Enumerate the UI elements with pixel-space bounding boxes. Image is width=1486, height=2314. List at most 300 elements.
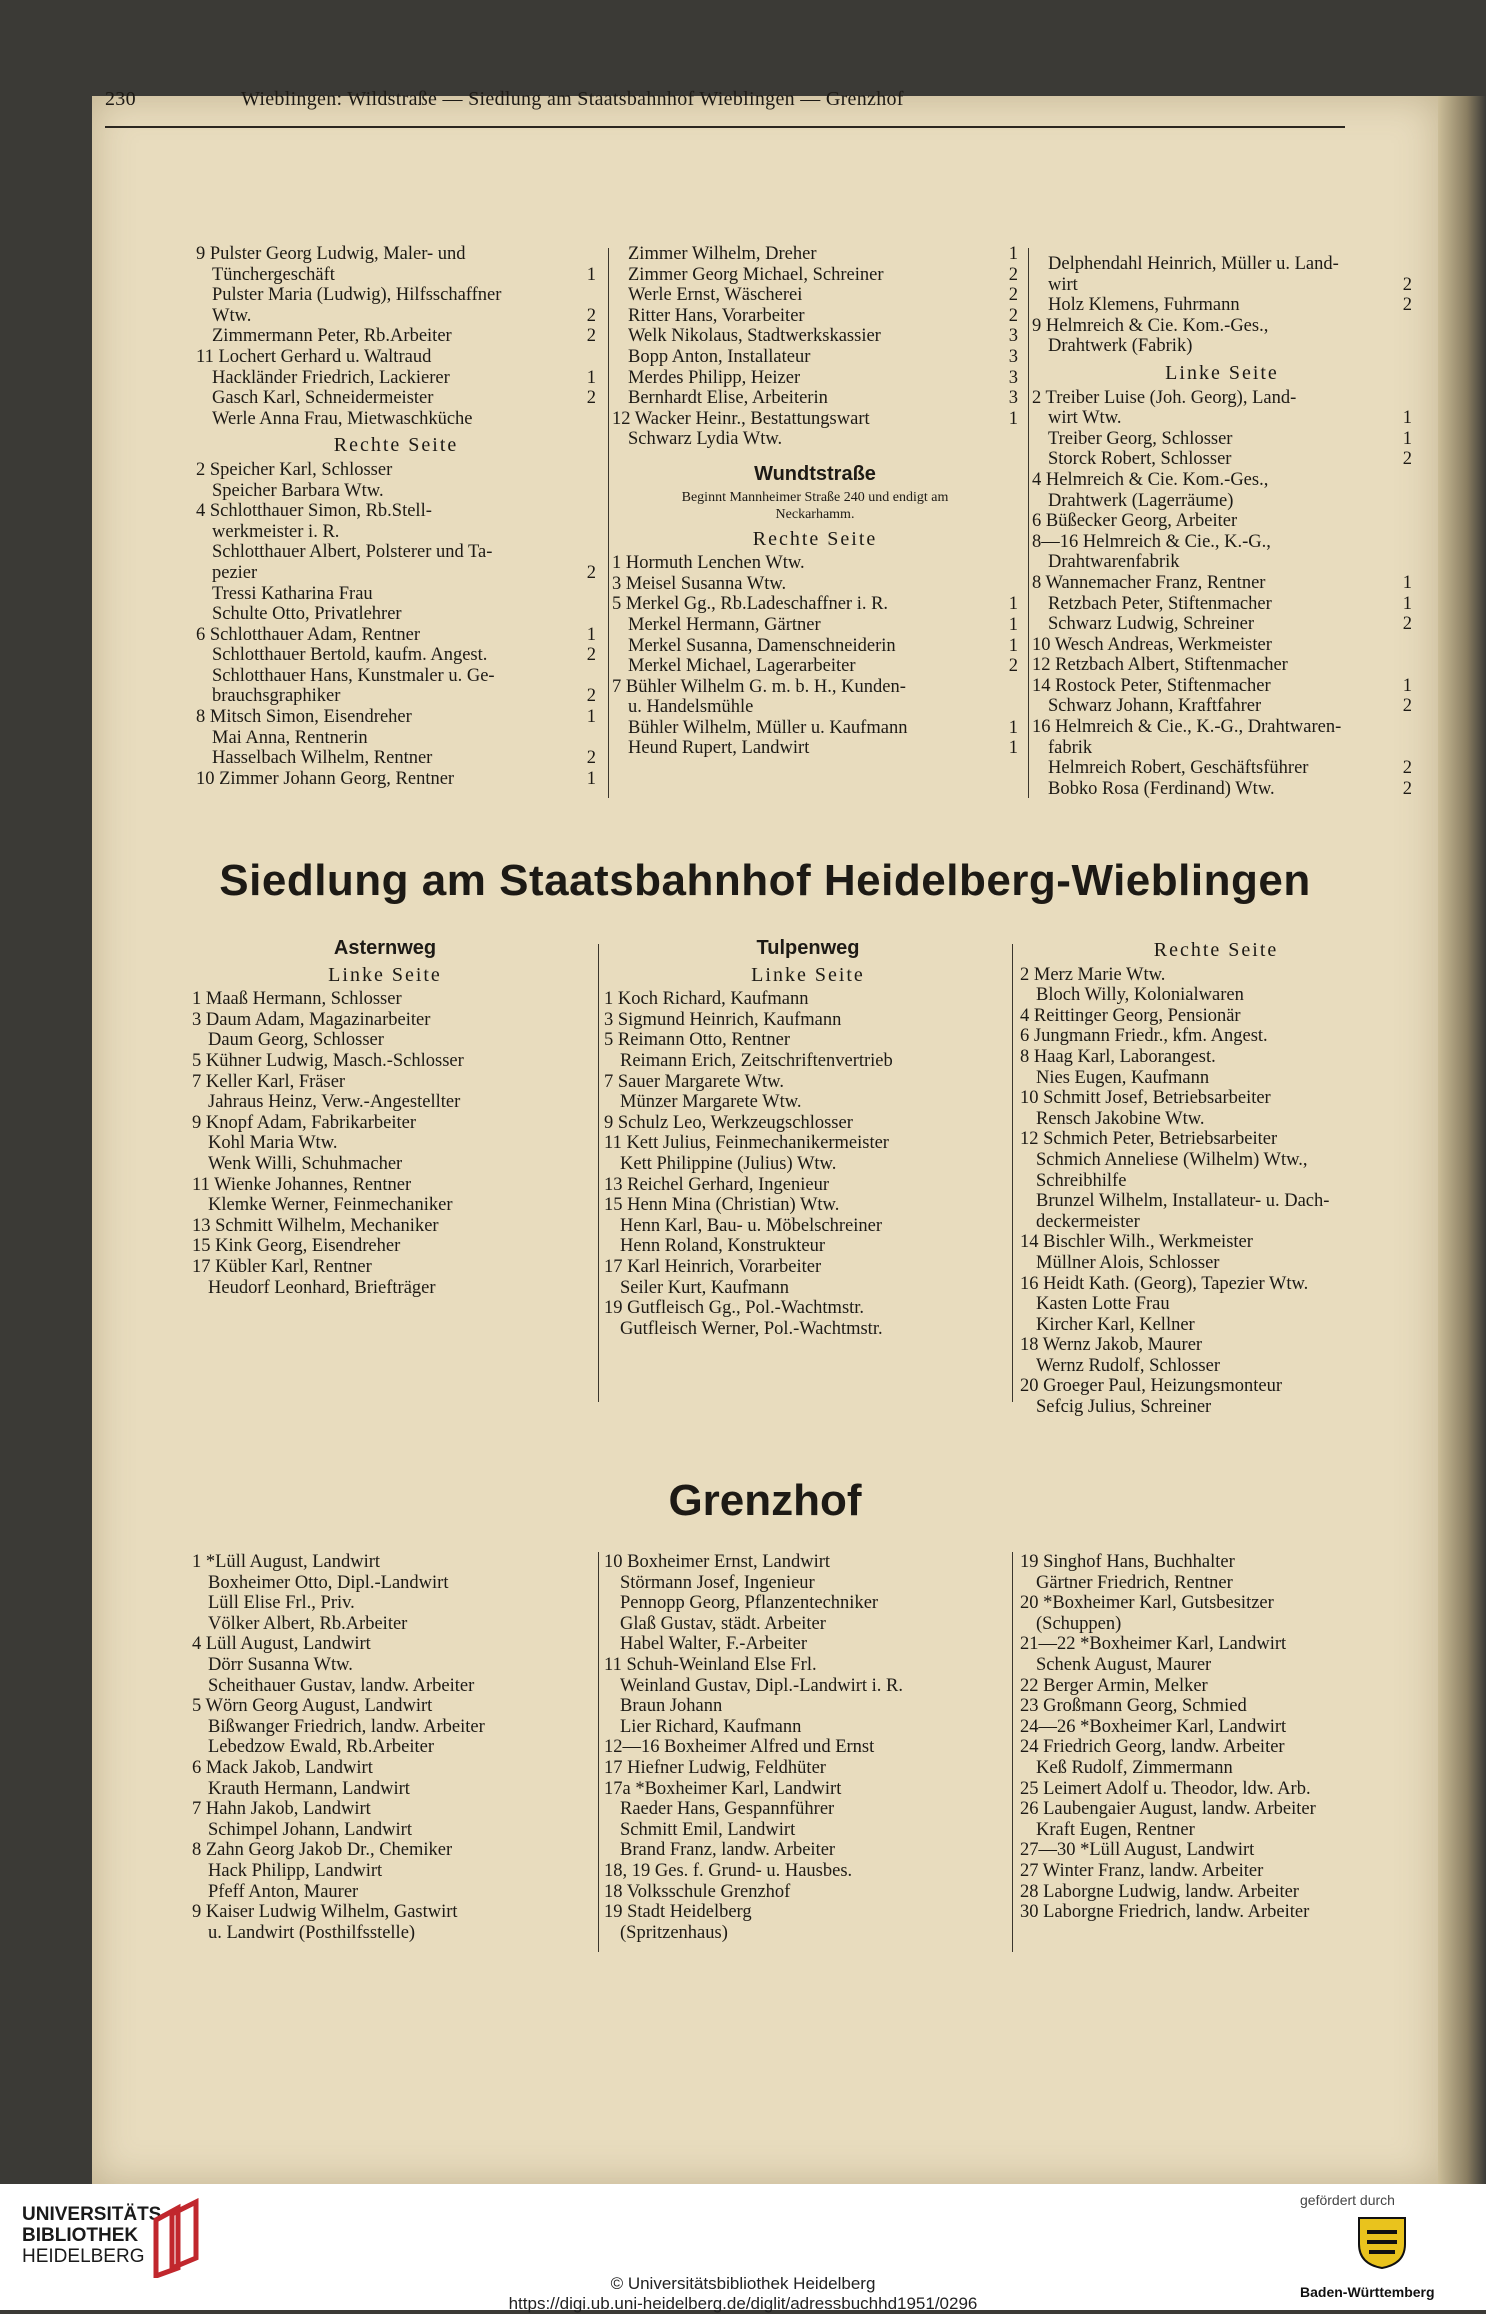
directory-entry	[612, 368, 1018, 389]
entry-text: 5 Kühner Ludwig, Masch.-Schlosser	[192, 1050, 464, 1071]
entry-text: Linke Seite	[1165, 361, 1279, 384]
directory-entry	[1032, 275, 1412, 296]
directory-entry	[604, 1882, 1012, 1903]
directory-entry	[604, 1655, 1012, 1676]
directory-entry	[192, 1634, 592, 1655]
directory-entry	[192, 1676, 592, 1697]
directory-entry	[604, 1717, 1012, 1738]
entry-text: Rensch Jakobine Wtw.	[1036, 1108, 1205, 1129]
entry-text: fabrik	[1048, 737, 1093, 758]
directory-entry	[1020, 965, 1412, 986]
directory-entry	[612, 677, 1018, 698]
household-count: 2	[1008, 264, 1018, 285]
directory-entry	[192, 1779, 592, 1800]
entry-text: Schulte Otto, Privatlehrer	[212, 604, 402, 625]
directory-entry	[612, 285, 1018, 306]
entry-text: 6 Mack Jakob, Landwirt	[192, 1757, 373, 1778]
entry-text: Wundtstraße	[754, 462, 876, 485]
directory-entry	[1032, 573, 1412, 594]
entry-text: Schlotthauer Hans, Kunstmaler u. Ge-	[212, 665, 495, 686]
entry-text: 7 Hahn Jakob, Landwirt	[192, 1799, 371, 1820]
entry-text: Jahraus Heinz, Verw.-Angestellter	[208, 1092, 461, 1113]
entry-text: Bernhardt Elise, Arbeiterin	[628, 388, 828, 409]
household-count: 2	[1402, 778, 1412, 799]
entry-text: Retzbach Peter, Stiftenmacher	[1048, 593, 1272, 614]
directory-entry	[1020, 1129, 1412, 1150]
entry-text: Münzer Margarete Wtw.	[620, 1092, 802, 1113]
entry-text: Treiber Georg, Schlosser	[1048, 428, 1233, 449]
entry-text: 27—30 *Lüll August, Landwirt	[1020, 1840, 1255, 1861]
directory-entry	[1020, 1655, 1412, 1676]
household-count: 3	[1008, 326, 1018, 347]
household-count: 2	[1402, 758, 1412, 779]
directory-entry	[604, 1298, 1012, 1319]
directory-entry	[604, 1552, 1012, 1573]
library-name-3: HEIDELBERG	[22, 2246, 145, 2267]
directory-entry	[192, 1799, 592, 1820]
directory-entry	[1032, 336, 1412, 357]
entry-text: 9 Helmreich & Cie. Kom.-Ges.,	[1032, 315, 1269, 336]
directory-entry	[604, 1278, 1012, 1299]
entry-text: Pfeff Anton, Maurer	[208, 1881, 359, 1902]
directory-entry	[1020, 1109, 1412, 1130]
directory-entry	[604, 1923, 1012, 1944]
household-count: 2	[586, 562, 596, 583]
side-heading	[612, 529, 1018, 550]
entry-text: Werle Anna Frau, Mietwaschküche	[212, 408, 473, 429]
directory-entry	[192, 1236, 578, 1257]
entry-text: Heund Rupert, Landwirt	[628, 738, 810, 759]
household-count: 1	[586, 768, 596, 789]
entry-text: Schwarz Johann, Kraftfahrer	[1048, 696, 1262, 717]
directory-entry	[604, 1051, 1012, 1072]
entry-text: Kett Philippine (Julius) Wtw.	[620, 1153, 837, 1174]
directory-entry	[1032, 316, 1412, 337]
directory-entry	[612, 265, 1018, 286]
directory-entry	[1020, 1047, 1412, 1068]
entry-text: 12 Wacker Heinr., Bestattungswart	[612, 408, 870, 429]
entry-text: Pulster Maria (Ludwig), Hilfsschaffner	[212, 285, 502, 306]
entry-text: Schmich Anneliese (Wilhelm) Wtw.,	[1036, 1149, 1308, 1170]
entry-text: 2 Speicher Karl, Schlosser	[196, 459, 393, 480]
entry-text: Gasch Karl, Schneidermeister	[212, 388, 434, 409]
directory-entry	[1020, 1088, 1412, 1109]
entry-text: Drahtwerk (Fabrik)	[1048, 336, 1193, 357]
directory-entry	[196, 460, 596, 481]
entry-text: 17 Kübler Karl, Rentner	[192, 1256, 372, 1277]
directory-entry	[192, 1655, 592, 1676]
directory-entry	[604, 1614, 1012, 1635]
library-emblem-icon	[150, 2198, 204, 2278]
entry-text: 24—26 *Boxheimer Karl, Landwirt	[1020, 1716, 1287, 1737]
directory-entry	[1020, 1191, 1412, 1212]
entry-text: Braun Johann	[620, 1696, 723, 1717]
page-edge	[1438, 96, 1486, 2184]
library-name-1: UNIVERSITÄTS-	[22, 2204, 168, 2225]
entry-text: 10 Schmitt Josef, Betriebsarbeiter	[1020, 1088, 1271, 1109]
directory-entry	[192, 1696, 592, 1717]
entry-text: 22 Berger Armin, Melker	[1020, 1675, 1208, 1696]
grenzhof-column-2	[604, 1552, 1012, 1943]
household-count: 1	[1402, 428, 1412, 449]
directory-entry	[1020, 1758, 1412, 1779]
directory-entry	[1020, 1397, 1412, 1418]
entry-text: 7 Sauer Margarete Wtw.	[604, 1071, 784, 1092]
entry-text: Hack Philipp, Landwirt	[208, 1860, 383, 1881]
directory-entry	[612, 388, 1018, 409]
street-note	[612, 506, 1018, 523]
siedlung-column-1	[192, 924, 578, 1298]
side-heading	[1020, 940, 1412, 961]
directory-entry	[1032, 758, 1412, 779]
entry-text: Rechte Seite	[752, 527, 878, 550]
directory-entry	[192, 1257, 578, 1278]
entry-text: 1 Koch Richard, Kaufmann	[604, 989, 809, 1010]
directory-entry	[1032, 738, 1412, 759]
directory-entry	[196, 265, 596, 286]
directory-entry	[604, 1030, 1012, 1051]
source-url-link[interactable]: https://digi.ub.uni-heidelberg.de/diglit/adressbuchhd1951/0296	[508, 2294, 978, 2313]
directory-entry	[1020, 1171, 1412, 1192]
directory-entry	[1020, 1820, 1412, 1841]
entry-text: 9 Schulz Leo, Werkzeugschlosser	[604, 1112, 853, 1133]
entry-text: Brunzel Wilhelm, Installateur- u. Dach-	[1036, 1191, 1330, 1212]
household-count: 2	[1008, 305, 1018, 326]
entry-text: 7 Bühler Wilhelm G. m. b. H., Kunden-	[612, 676, 906, 697]
entry-text: Lüll Elise Frl., Priv.	[208, 1593, 355, 1614]
entry-text: Klemke Werner, Feinmechaniker	[208, 1195, 453, 1216]
entry-text: 19 Stadt Heidelberg	[604, 1902, 752, 1923]
directory-entry	[1020, 1232, 1412, 1253]
directory-entry	[612, 326, 1018, 347]
directory-entry	[1020, 1068, 1412, 1089]
entry-text: Merdes Philipp, Heizer	[628, 367, 801, 388]
directory-entry	[1020, 1737, 1412, 1758]
entry-text: Storck Robert, Schlosser	[1048, 449, 1232, 470]
entry-text: wirt Wtw.	[1048, 408, 1122, 429]
household-count: 2	[1402, 614, 1412, 635]
directory-entry	[192, 1030, 578, 1051]
entry-text: 18 Wernz Jakob, Maurer	[1020, 1335, 1203, 1356]
entry-text: Schimpel Johann, Landwirt	[208, 1819, 412, 1840]
entry-text: 1 Maaß Hermann, Schlosser	[192, 989, 402, 1010]
entry-text: Völker Albert, Rb.Arbeiter	[208, 1613, 408, 1634]
copyright-text: © Universitätsbibliothek Heidelberg	[610, 2274, 876, 2293]
entry-text: 26 Laubengaier August, landw. Arbeiter	[1020, 1799, 1316, 1820]
entry-text: 13 Schmitt Wilhelm, Mechaniker	[192, 1215, 439, 1236]
directory-entry	[1020, 1315, 1412, 1336]
directory-entry	[192, 1010, 578, 1031]
entry-text: 4 Schlotthauer Simon, Rb.Stell-	[196, 501, 432, 522]
entry-text: Schwarz Lydia Wtw.	[628, 429, 783, 450]
library-logo[interactable]	[22, 2204, 168, 2267]
directory-entry	[1032, 717, 1412, 738]
directory-entry	[612, 594, 1018, 615]
entry-text: Habel Walter, F.-Arbeiter	[620, 1634, 808, 1655]
entry-text: 7 Keller Karl, Fräser	[192, 1071, 346, 1092]
directory-entry	[192, 1758, 592, 1779]
directory-entry	[1032, 614, 1412, 635]
entry-text: Kohl Maria Wtw.	[208, 1133, 338, 1154]
entry-text: Krauth Hermann, Landwirt	[208, 1778, 410, 1799]
entry-text: 19 Gutfleisch Gg., Pol.-Wachtmstr.	[604, 1298, 865, 1319]
entry-text: 1 Hormuth Lenchen Wtw.	[612, 553, 805, 574]
entry-text: Schreibhilfe	[1036, 1170, 1127, 1191]
entry-text: 11 Wienke Johannes, Rentner	[192, 1174, 412, 1195]
household-count: 2	[586, 305, 596, 326]
entry-text: Rechte Seite	[333, 434, 459, 457]
entry-text: Linke Seite	[328, 963, 442, 986]
entry-text: Drahtwarenfabrik	[1048, 552, 1180, 573]
entry-text: u. Handelsmühle	[628, 697, 754, 718]
entry-text: 5 Wörn Georg August, Landwirt	[192, 1696, 433, 1717]
entry-text: Glaß Gustav, städt. Arbeiter	[620, 1613, 826, 1634]
directory-entry	[196, 542, 596, 563]
directory-entry	[192, 1051, 578, 1072]
column-divider	[598, 1552, 599, 1952]
entry-text: Störmann Josef, Ingenieur	[620, 1572, 815, 1593]
top-column-1	[196, 244, 596, 789]
household-count: 1	[1402, 675, 1412, 696]
directory-entry	[1020, 1717, 1412, 1738]
entry-text: Welk Nikolaus, Stadtwerkskassier	[628, 326, 881, 347]
directory-entry	[196, 584, 596, 605]
household-count: 1	[1008, 717, 1018, 738]
entry-text: Lier Richard, Kaufmann	[620, 1716, 802, 1737]
directory-entry	[1020, 1799, 1412, 1820]
entry-text: Müllner Alois, Schlosser	[1036, 1252, 1220, 1273]
entry-text: wirt	[1048, 274, 1078, 295]
entry-text: Weinland Gustav, Dipl.-Landwirt i. R.	[620, 1675, 903, 1696]
entry-text: 8 Mitsch Simon, Eisendreher	[196, 707, 412, 728]
entry-text: 23 Großmann Georg, Schmied	[1020, 1696, 1247, 1717]
section-title-siedlung: Siedlung am Staatsbahnhof Heidelberg-Wieblingen	[219, 856, 1311, 905]
entry-text: 20 *Boxheimer Karl, Gutsbesitzer	[1020, 1593, 1274, 1614]
side-heading	[604, 965, 1012, 986]
directory-entry	[612, 409, 1018, 430]
entry-text: deckermeister	[1036, 1211, 1140, 1232]
entry-text: Brand Franz, landw. Arbeiter	[620, 1840, 836, 1861]
directory-entry	[192, 1840, 592, 1861]
entry-text: 16 Heidt Kath. (Georg), Tapezier Wtw.	[1020, 1273, 1309, 1294]
directory-entry	[196, 388, 596, 409]
entry-text: Beginnt Mannheimer Straße 240 und endigt am	[681, 489, 949, 505]
directory-entry	[192, 1861, 592, 1882]
household-count: 1	[586, 367, 596, 388]
household-count: 2	[586, 388, 596, 409]
directory-entry	[604, 1696, 1012, 1717]
directory-entry	[1020, 1614, 1412, 1635]
directory-entry	[604, 1902, 1012, 1923]
entry-text: 10 Zimmer Johann Georg, Rentner	[196, 768, 455, 789]
directory-entry	[196, 347, 596, 368]
entry-text: (Spritzenhaus)	[620, 1922, 728, 1943]
directory-entry	[1020, 1840, 1412, 1861]
entry-text: 3 Meisel Susanna Wtw.	[612, 573, 787, 594]
directory-entry	[1032, 449, 1412, 470]
page-number: 230	[105, 88, 136, 110]
directory-entry	[1032, 254, 1412, 275]
column-divider	[598, 944, 599, 1402]
directory-entry	[1020, 1274, 1412, 1295]
entry-text: Bißwanger Friedrich, landw. Arbeiter	[208, 1716, 485, 1737]
directory-entry	[196, 244, 596, 265]
directory-entry	[196, 306, 596, 327]
entry-text: Bühler Wilhelm, Müller u. Kaufmann	[628, 717, 908, 738]
entry-text: 9 Kaiser Ludwig Wilhelm, Gastwirt	[192, 1902, 458, 1923]
directory-entry	[612, 429, 1018, 450]
entry-text: Seiler Kurt, Kaufmann	[620, 1277, 790, 1298]
entry-text: Nies Eugen, Kaufmann	[1036, 1067, 1210, 1088]
directory-entry	[192, 1175, 578, 1196]
entry-text: 14 Bischler Wilh., Werkmeister	[1020, 1232, 1253, 1253]
entry-text: 6 Jungmann Friedr., kfm. Angest.	[1020, 1026, 1268, 1047]
entry-text: 4 Helmreich & Cie. Kom.-Ges.,	[1032, 469, 1269, 490]
directory-entry	[604, 1113, 1012, 1134]
entry-text: 12 Schmich Peter, Betriebsarbeiter	[1020, 1129, 1278, 1150]
entry-text: 28 Laborgne Ludwig, landw. Arbeiter	[1020, 1881, 1299, 1902]
directory-entry	[612, 244, 1018, 265]
household-count: 1	[1008, 614, 1018, 635]
household-count: 1	[1008, 738, 1018, 759]
entry-text: u. Landwirt (Posthilfsstelle)	[208, 1922, 416, 1943]
directory-entry	[604, 1010, 1012, 1031]
entry-text: Hackländer Friedrich, Lackierer	[212, 367, 450, 388]
directory-entry	[1032, 491, 1412, 512]
directory-entry	[604, 1820, 1012, 1841]
household-count: 3	[1008, 367, 1018, 388]
entry-text: Dörr Susanna Wtw.	[208, 1654, 353, 1675]
household-count: 1	[1008, 635, 1018, 656]
directory-entry	[612, 574, 1018, 595]
entry-text: 17 Karl Heinrich, Vorarbeiter	[604, 1256, 822, 1277]
entry-text: 15 Kink Georg, Eisendreher	[192, 1236, 401, 1257]
directory-entry	[1020, 1573, 1412, 1594]
entry-text: 25 Leimert Adolf u. Theodor, ldw. Arb.	[1020, 1778, 1311, 1799]
siedlung-column-3	[1020, 934, 1412, 1418]
directory-entry	[1032, 696, 1412, 717]
household-count: 3	[1008, 346, 1018, 367]
household-count: 2	[586, 748, 596, 769]
directory-entry	[604, 1154, 1012, 1175]
entry-text: Asternweg	[333, 937, 437, 959]
entry-text: 17 Hiefner Ludwig, Feldhüter	[604, 1757, 826, 1778]
siedlung-column-2	[604, 924, 1012, 1339]
directory-entry	[192, 1113, 578, 1134]
entry-text: 13 Reichel Gerhard, Ingenieur	[604, 1174, 829, 1195]
side-heading	[192, 965, 578, 986]
funded-by-text: gefördert durch	[1300, 2192, 1395, 2208]
directory-entry	[604, 1319, 1012, 1340]
entry-text: Henn Karl, Bau- u. Möbelschreiner	[620, 1215, 882, 1236]
entry-text: Speicher Barbara Wtw.	[212, 480, 384, 501]
directory-entry	[192, 1092, 578, 1113]
household-count: 1	[1008, 408, 1018, 429]
directory-entry	[612, 306, 1018, 327]
directory-entry	[192, 1593, 592, 1614]
entry-text: 5 Reimann Otto, Rentner	[604, 1030, 790, 1051]
entry-text: 4 Lüll August, Landwirt	[192, 1634, 371, 1655]
directory-entry	[196, 285, 596, 306]
directory-entry	[192, 1072, 578, 1093]
directory-entry	[192, 1923, 592, 1944]
directory-entry	[1032, 295, 1412, 316]
directory-entry	[1020, 1861, 1412, 1882]
directory-entry	[1032, 552, 1412, 573]
entry-text: 8 Zahn Georg Jakob Dr., Chemiker	[192, 1840, 453, 1861]
household-count: 2	[1402, 295, 1412, 316]
entry-text: Wtw.	[212, 305, 252, 326]
directory-entry	[612, 697, 1018, 718]
household-count: 1	[1008, 244, 1018, 264]
side-heading	[1032, 363, 1412, 384]
directory-entry	[1032, 779, 1412, 800]
directory-entry	[196, 748, 596, 769]
entry-text: Kasten Lotte Frau	[1036, 1294, 1170, 1315]
entry-text: 18 Volksschule Grenzhof	[604, 1881, 791, 1902]
street-heading	[612, 464, 1018, 485]
entry-text: Ritter Hans, Vorarbeiter	[628, 305, 805, 326]
directory-entry	[196, 604, 596, 625]
directory-entry	[192, 1882, 592, 1903]
directory-entry	[1032, 655, 1412, 676]
entry-text: Zimmermann Peter, Rb.Arbeiter	[212, 326, 452, 347]
entry-text: Merkel Hermann, Gärtner	[628, 614, 821, 635]
funder-name: Baden-Württemberg	[1300, 2284, 1435, 2300]
entry-text: 9 Knopf Adam, Fabrikarbeiter	[192, 1112, 416, 1133]
directory-entry	[604, 1133, 1012, 1154]
directory-entry	[604, 1840, 1012, 1861]
directory-entry	[604, 1257, 1012, 1278]
entry-text: Boxheimer Otto, Dipl.-Landwirt	[208, 1572, 449, 1593]
directory-entry	[196, 686, 596, 707]
directory-entry	[612, 738, 1018, 759]
household-count: 2	[1402, 696, 1412, 717]
directory-entry	[192, 1278, 578, 1299]
entry-text: Mai Anna, Rentnerin	[212, 727, 368, 748]
entry-text: 30 Laborgne Friedrich, landw. Arbeiter	[1020, 1902, 1310, 1923]
entry-text: Merkel Michael, Lagerarbeiter	[628, 656, 856, 677]
entry-text: Pennopp Georg, Pflanzentechniker	[620, 1593, 879, 1614]
street-note	[612, 489, 1018, 506]
directory-entry	[196, 481, 596, 502]
column-divider	[608, 248, 609, 798]
entry-text: 3 Daum Adam, Magazinarbeiter	[192, 1009, 431, 1030]
entry-text: 1 *Lüll August, Landwirt	[192, 1552, 381, 1572]
entry-text: 2 Treiber Luise (Joh. Georg), Land-	[1032, 387, 1297, 408]
directory-entry	[612, 656, 1018, 677]
entry-text: 19 Singhof Hans, Buchhalter	[1020, 1552, 1235, 1572]
directory-entry	[1020, 1634, 1412, 1655]
entry-text: Bloch Willy, Kolonialwaren	[1036, 985, 1244, 1006]
directory-entry	[1020, 1552, 1412, 1573]
directory-entry	[1032, 594, 1412, 615]
directory-entry	[1020, 1779, 1412, 1800]
entry-text: Gutfleisch Werner, Pol.-Wachtmstr.	[620, 1318, 883, 1339]
entry-text: Schwarz Ludwig, Schreiner	[1048, 614, 1255, 635]
directory-entry	[196, 769, 596, 790]
top-column-3	[1032, 254, 1412, 799]
entry-text: 6 Büßecker Georg, Arbeiter	[1032, 511, 1238, 532]
entry-text: 9 Pulster Georg Ludwig, Maler- und	[196, 244, 466, 264]
column-divider	[1028, 248, 1029, 798]
entry-text: 11 Lochert Gerhard u. Waltraud	[196, 346, 432, 367]
entry-text: 18, 19 Ges. f. Grund- u. Hausbes.	[604, 1860, 853, 1881]
directory-entry	[1020, 1676, 1412, 1697]
directory-entry	[604, 1195, 1012, 1216]
directory-entry	[604, 1092, 1012, 1113]
entry-text: Raeder Hans, Gespannführer	[620, 1799, 835, 1820]
